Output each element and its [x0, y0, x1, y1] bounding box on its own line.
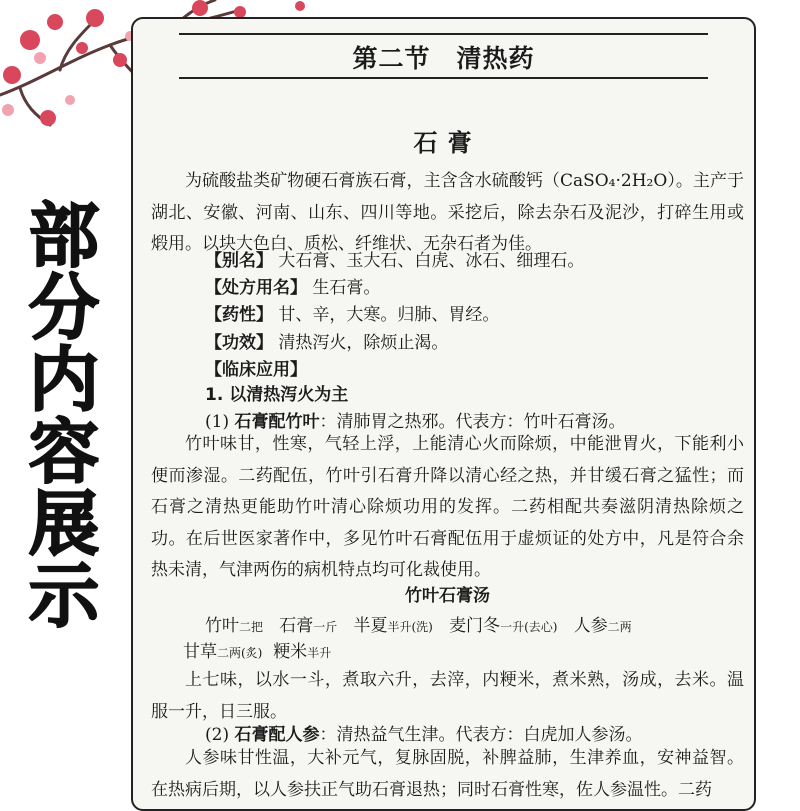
heading-rule-top	[179, 33, 708, 35]
section-heading	[133, 27, 754, 81]
subheading-1	[205, 381, 348, 409]
ingredient-name: 人参	[573, 616, 608, 636]
section-title: 第二节 清热药	[352, 44, 535, 73]
ingredient-dose: 二两(炙)	[217, 646, 263, 660]
ingredient-dose: 一斤	[313, 620, 338, 634]
subheading-text: 1. 以清热泻火为主	[205, 385, 349, 405]
page-content	[151, 19, 744, 809]
field-tag: 【功效】	[205, 333, 273, 353]
field-tag: 【临床应用】	[205, 360, 307, 380]
zhuye-paragraph: 竹叶味甘，性寒，气轻上浮，上能清心火而除烦，中能泄胃火，下能利小便而渗湿。二药配伍，竹叶引石膏升降以清心经之热，并甘缓石膏之猛性；而石膏之清热更能助竹叶清心除烦功用的发挥。二药相配共奏滋阴清热除烦之功。在后世医家著作中，多见竹叶石膏配伍用于虚烦证的处方中，凡是符合余热未清，气津两伤的病机特点均可化裁使用。	[151, 434, 744, 580]
ingredient-dose: 半升(洗)	[387, 620, 433, 634]
pairing-desc: ：清热益气生津。代表方：白虎加人参汤。	[319, 725, 643, 745]
ingredients-line-2	[183, 637, 331, 668]
heading-rule-bottom	[179, 77, 708, 79]
ingredient-dose: 半升	[307, 646, 332, 660]
field-alias	[205, 247, 744, 275]
side-caption-char: 容	[29, 411, 99, 493]
side-caption-char: 分	[29, 267, 99, 349]
field-text: 甘、辛，大寒。归肺、胃经。	[278, 305, 500, 325]
side-caption-char: 内	[29, 339, 99, 421]
method-paragraph: 上七味，以水一斗，煮取六升，去滓，内粳米，煮米熟，汤成，去米。温服一升，日三服。	[151, 670, 744, 722]
pairing-number: (1)	[205, 412, 235, 432]
ingredient-name: 粳米	[273, 642, 308, 662]
side-caption	[16, 195, 112, 637]
renshen-paragraph: 人参味甘性温，大补元气，复脉固脱，补脾益肺，生津养血，安神益智。在热病后期，以人参扶正气助石膏退热；同时石膏性寒，佐人参温性。二药	[151, 748, 744, 800]
side-caption-char: 展	[29, 483, 99, 565]
field-tag: 【处方用名】	[205, 278, 307, 298]
field-prescription-name	[205, 274, 744, 302]
ingredient-name: 石膏	[279, 616, 314, 636]
recipe-title: 竹叶石膏汤	[405, 586, 490, 606]
field-tag: 【别名】	[205, 251, 273, 271]
pairing-name: 石膏配竹叶	[234, 412, 320, 432]
field-clinical	[205, 356, 744, 384]
field-efficacy	[205, 329, 744, 357]
side-caption-char: 示	[29, 555, 99, 637]
ingredient-name: 甘草	[183, 642, 217, 662]
intro-paragraph: 为硫酸盐类矿物硬石膏族石膏，主含含水硫酸钙（CaSO₄·2H₂O）。主产于湖北、安徽、河南、山东、四川等地。采挖后，除去杂石及泥沙，打碎生用或煅用。以块大色白、质松、纤维状、无杂石者为佳。	[151, 171, 744, 254]
herb-title: 石膏	[413, 128, 482, 157]
pairing-number: (2)	[205, 725, 235, 745]
side-caption-char: 部	[29, 195, 99, 277]
field-text: 大石膏、玉大石、白虎、冰石、细理石。	[278, 251, 585, 271]
book-page	[131, 17, 756, 811]
field-property	[205, 301, 744, 329]
ingredient-dose: 一升(去心)	[500, 620, 558, 634]
field-text: 清热泻火，除烦止渴。	[278, 333, 449, 353]
field-text: 生石膏。	[312, 278, 381, 298]
pairing-desc: ：清肺胃之热邪。代表方：竹叶石膏汤。	[319, 412, 626, 432]
ingredient-dose: 二把	[239, 620, 264, 634]
pairing-name: 石膏配人参	[234, 725, 320, 745]
ingredient-name: 半夏	[353, 616, 388, 636]
ingredient-dose: 二两	[607, 620, 632, 634]
ingredient-name: 麦门冬	[449, 616, 501, 636]
field-tag: 【药性】	[205, 305, 273, 325]
ingredient-name: 竹叶	[205, 616, 239, 636]
